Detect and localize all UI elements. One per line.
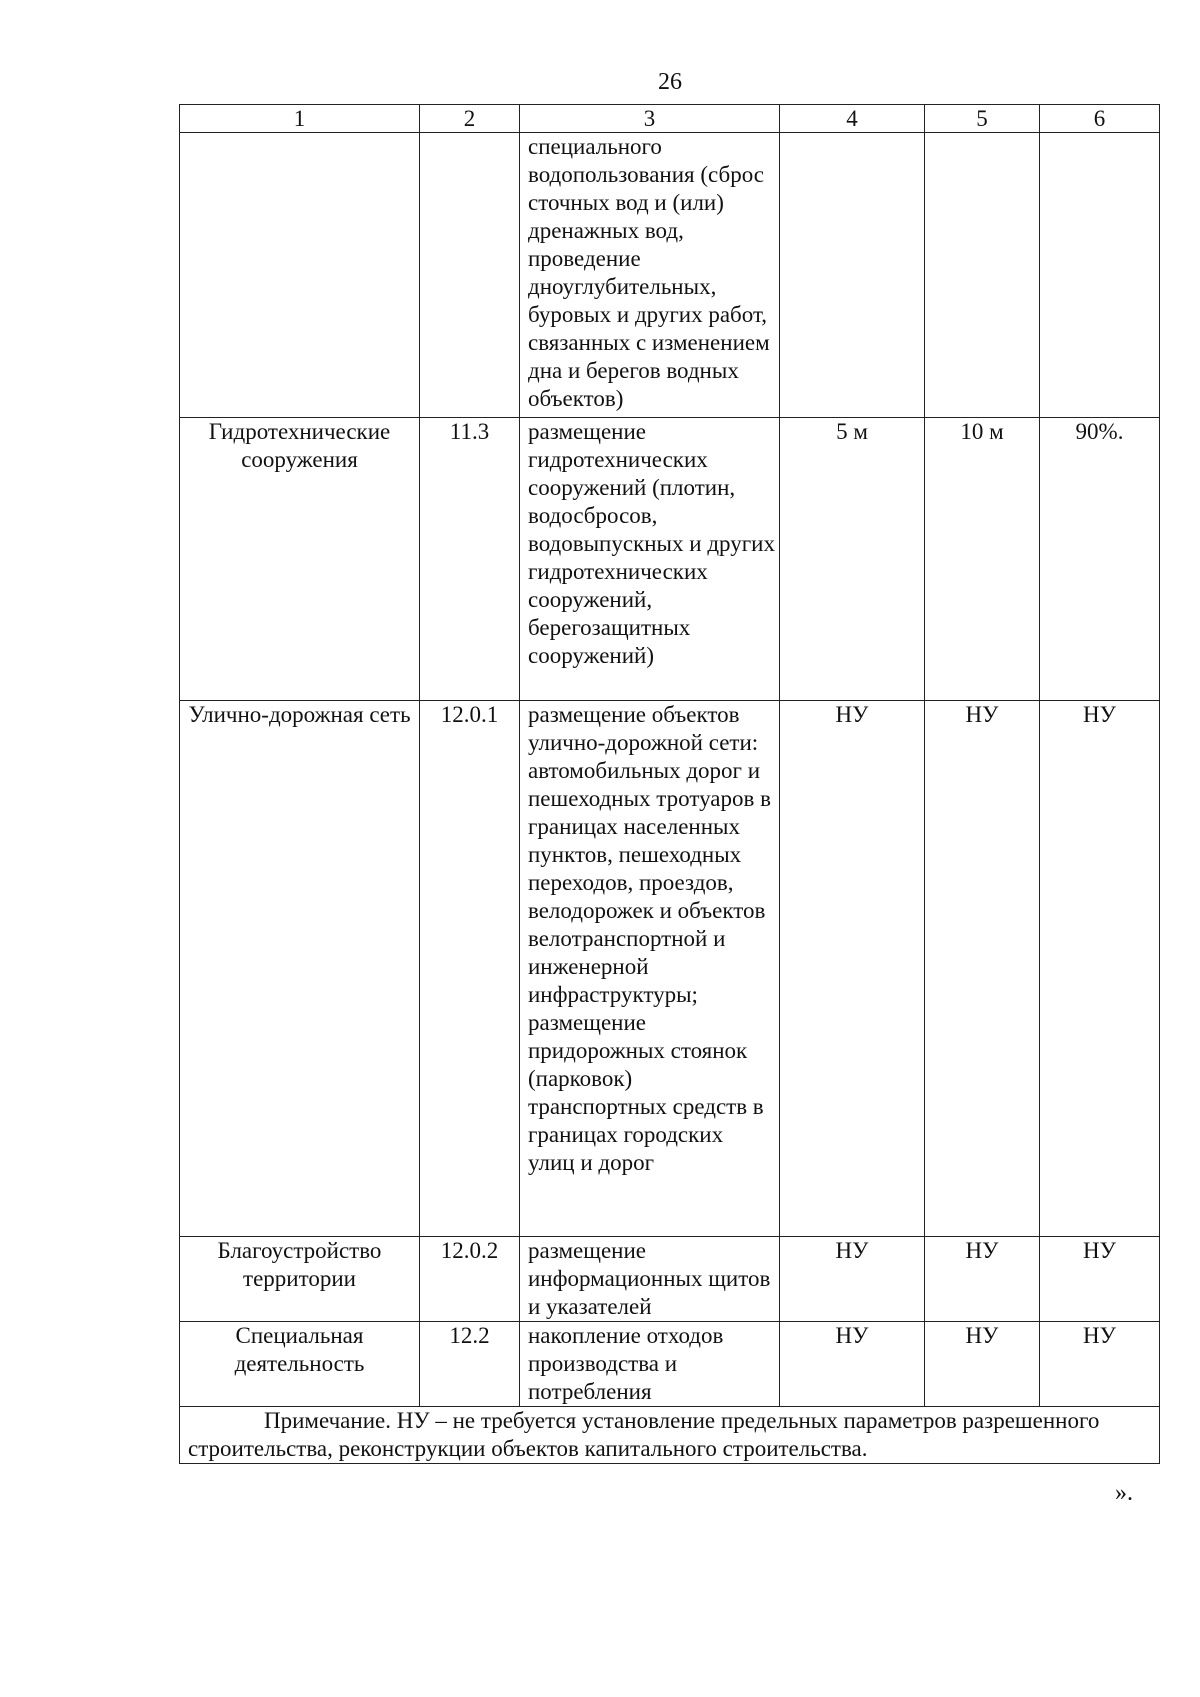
land-use-description: размещение информационных щитов и указателей [520, 1237, 780, 1322]
land-use-name: Улично-дорожная сеть [180, 701, 420, 1237]
parameter-value-4: НУ [780, 1237, 925, 1322]
column-number: 4 [780, 105, 925, 133]
land-use-name: Благоустройство территории [180, 1237, 420, 1322]
note-line-1: Примечание. НУ – не требуется установление предельных параметров разрешенного [264, 1408, 1100, 1433]
page-number: 26 [658, 69, 682, 95]
parameter-value-6: НУ [1040, 701, 1160, 1237]
land-use-name [180, 133, 420, 418]
column-number: 1 [180, 105, 420, 133]
parameter-value-6: НУ [1040, 1322, 1160, 1407]
land-use-code [420, 133, 520, 418]
parameter-value-4: НУ [780, 1322, 925, 1407]
table-row [180, 133, 1160, 418]
land-use-description: специального водопользования (сброс сточных вод и (или) дренажных вод, проведение дноуглубительных, буровых и других работ, связанных с изменением дна и берегов водных объектов) [520, 133, 780, 418]
land-use-name: Гидротехнические сооружения [180, 418, 420, 701]
parameter-value-5 [925, 133, 1040, 418]
closing-quote: ». [1115, 1480, 1133, 1506]
land-use-code: 12.2 [420, 1322, 520, 1407]
parameter-value-6 [1040, 133, 1160, 418]
table-row [180, 1322, 1160, 1407]
column-number: 6 [1040, 105, 1160, 133]
parameter-value-5: НУ [925, 1237, 1040, 1322]
table-note-row [180, 1407, 1160, 1464]
table-row [180, 418, 1160, 701]
parameter-value-4 [780, 133, 925, 418]
parameter-value-5: 10 м [925, 418, 1040, 701]
column-number: 2 [420, 105, 520, 133]
parameter-value-5: НУ [925, 701, 1040, 1237]
land-use-code: 12.0.1 [420, 701, 520, 1237]
table-row [180, 701, 1160, 1237]
land-use-description: накопление отходов производства и потребления [520, 1322, 780, 1407]
column-number-row [180, 105, 1160, 133]
land-use-description: размещение объектов улично-дорожной сети: автомобильных дорог и пешеходных тротуаров в границах населенных пунктов, пешеходных переходов, проездов, велодорожек и объектов велотранспортной и инженерной инфраструктуры; размещение придорожных стоянок (парковок) транспортных средств в границах городских улиц и дорог [520, 701, 780, 1237]
table-row [180, 1237, 1160, 1322]
parameters-table [179, 104, 1160, 1464]
note-line-2: строительства, реконструкции объектов капитального строительства. [188, 1436, 868, 1461]
parameter-value-4: 5 м [780, 418, 925, 701]
land-use-code: 12.0.2 [420, 1237, 520, 1322]
parameter-value-6: 90%. [1040, 418, 1160, 701]
land-use-description: размещение гидротехнических сооружений (плотин, водосбросов, водовыпускных и других гидротехнических сооружений, берегозащитных сооружений) [520, 418, 780, 701]
land-use-code: 11.3 [420, 418, 520, 701]
column-number: 3 [520, 105, 780, 133]
land-use-name: Специальная деятельность [180, 1322, 420, 1407]
column-number: 5 [925, 105, 1040, 133]
table-note [180, 1407, 1160, 1464]
parameter-value-6: НУ [1040, 1237, 1160, 1322]
parameter-value-4: НУ [780, 701, 925, 1237]
parameter-value-5: НУ [925, 1322, 1040, 1407]
